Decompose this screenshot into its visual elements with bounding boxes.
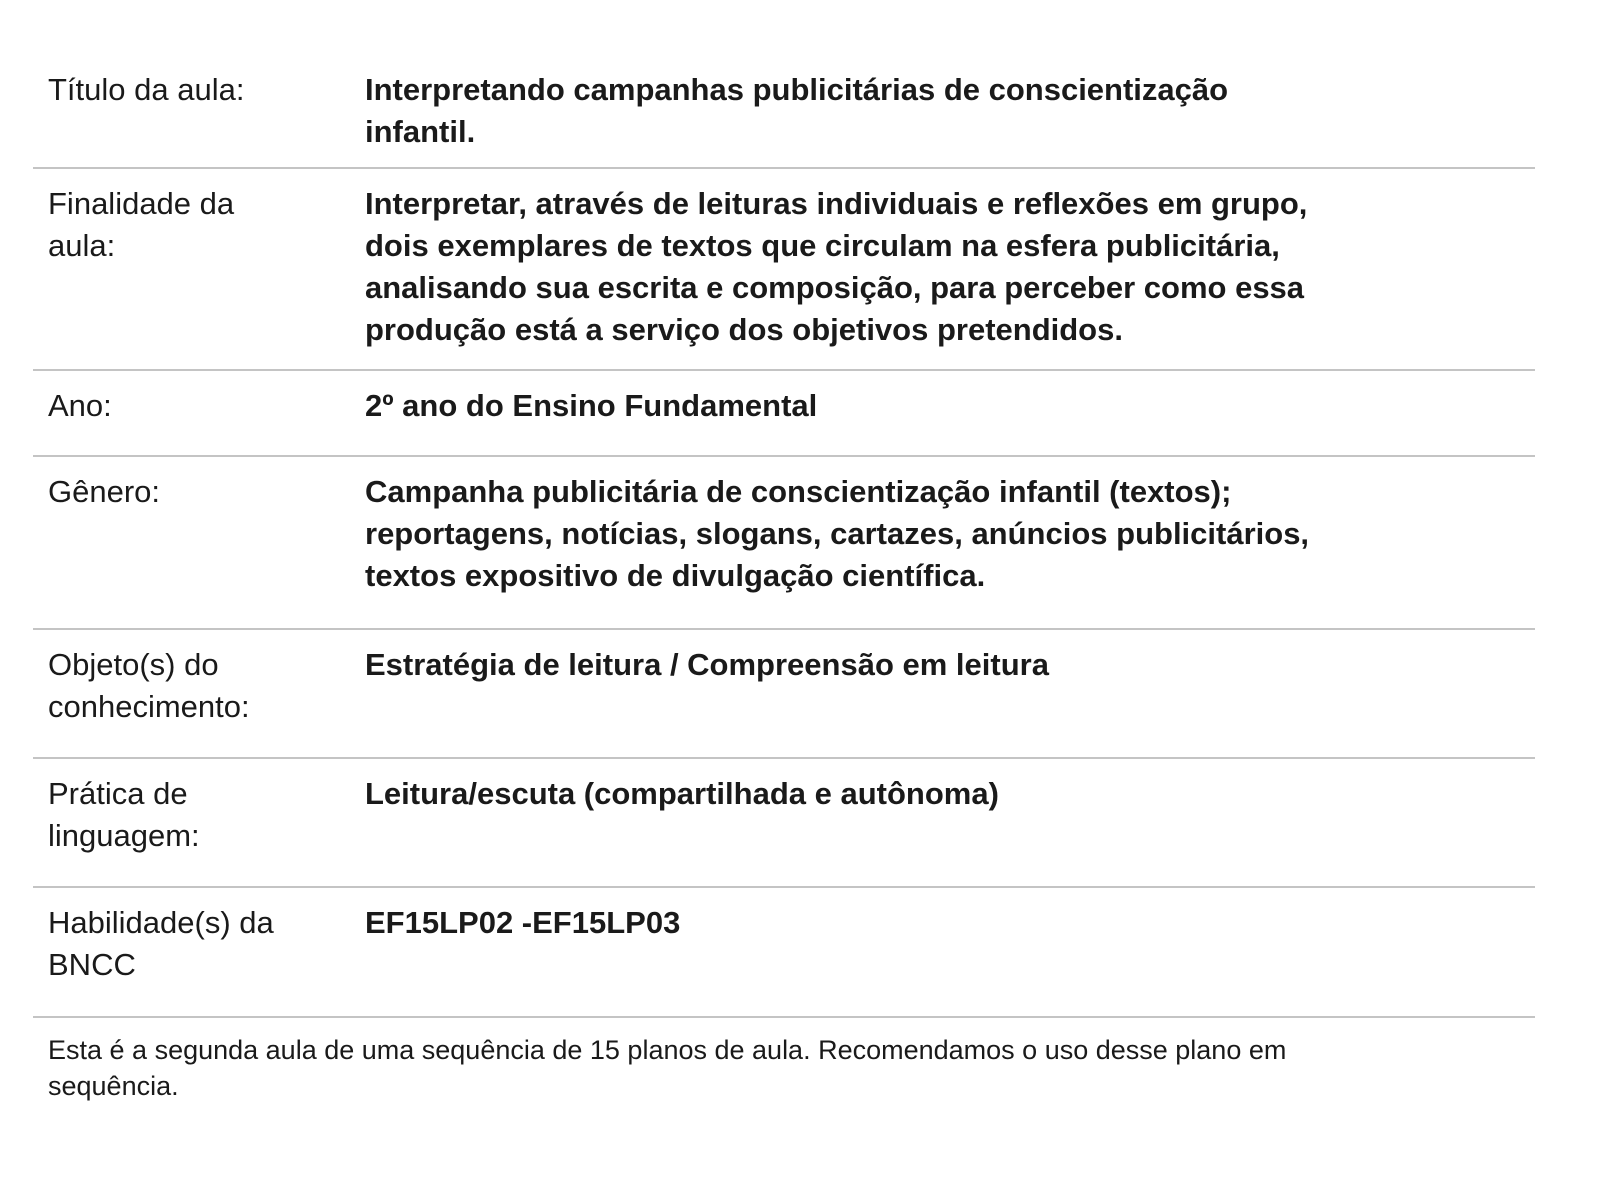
row-value-line: infantil. bbox=[365, 114, 476, 149]
row-label-line: conhecimento: bbox=[48, 689, 250, 724]
table-row-ano bbox=[33, 371, 1535, 457]
row-label bbox=[33, 471, 365, 628]
table-row-finalidade bbox=[33, 169, 1535, 371]
row-value bbox=[365, 644, 1535, 757]
row-value bbox=[365, 773, 1535, 886]
row-label-line: aula: bbox=[48, 228, 116, 263]
row-value-line: textos expositivo de divulgação científica. bbox=[365, 558, 986, 593]
table-row-genero bbox=[33, 457, 1535, 630]
row-label-line: linguagem: bbox=[48, 818, 200, 853]
row-label bbox=[33, 644, 365, 757]
row-value-line: produção está a serviço dos objetivos pretendidos. bbox=[365, 312, 1123, 347]
row-value-line: analisando sua escrita e composição, para perceber como essa bbox=[365, 270, 1305, 305]
row-value bbox=[365, 69, 1535, 167]
row-label-line: Título da aula: bbox=[48, 72, 245, 107]
row-value bbox=[365, 471, 1535, 628]
row-label bbox=[33, 183, 365, 369]
row-value-line: Leitura/escuta (compartilhada e autônoma) bbox=[365, 776, 999, 811]
row-label bbox=[33, 902, 365, 1016]
row-value-line: Estratégia de leitura / Compreensão em leitura bbox=[365, 647, 1049, 682]
row-value-line: Campanha publicitária de conscientização infantil (textos); bbox=[365, 474, 1232, 509]
sequence-note bbox=[48, 1032, 1286, 1104]
row-label-line: Prática de bbox=[48, 776, 188, 811]
row-label-line: Finalidade da bbox=[48, 186, 235, 221]
table-row-pratica bbox=[33, 759, 1535, 888]
sequence-note-line: Esta é a segunda aula de uma sequência de 15 planos de aula. Recomendamos o uso desse plano em bbox=[48, 1035, 1287, 1065]
row-value-line: EF15LP02 -EF15LP03 bbox=[365, 905, 681, 940]
row-label-line: Objeto(s) do bbox=[48, 647, 219, 682]
row-value bbox=[365, 183, 1535, 369]
row-value-line: dois exemplares de textos que circulam na esfera publicitária, bbox=[365, 228, 1280, 263]
table-row-habilidade bbox=[33, 888, 1535, 1018]
row-value-line: Interpretar, através de leituras individuais e reflexões em grupo, bbox=[365, 186, 1308, 221]
row-label-line: Gênero: bbox=[48, 474, 161, 509]
table-row-objeto bbox=[33, 630, 1535, 759]
row-value-line: Interpretando campanhas publicitárias de conscientização bbox=[365, 72, 1229, 107]
lesson-info-table bbox=[33, 55, 1535, 1018]
row-label bbox=[33, 773, 365, 886]
row-label-line: BNCC bbox=[48, 947, 136, 982]
row-value-line: reportagens, notícias, slogans, cartazes, anúncios publicitários, bbox=[365, 516, 1310, 551]
sequence-note-line: sequência. bbox=[48, 1071, 179, 1101]
row-value bbox=[365, 902, 1535, 1016]
row-value bbox=[365, 385, 1535, 455]
row-label bbox=[33, 385, 365, 455]
row-label-line: Habilidade(s) da bbox=[48, 905, 274, 940]
row-label-line: Ano: bbox=[48, 388, 112, 423]
row-label bbox=[33, 69, 365, 167]
row-value-line: 2º ano do Ensino Fundamental bbox=[365, 388, 818, 423]
table-row-titulo bbox=[33, 55, 1535, 169]
